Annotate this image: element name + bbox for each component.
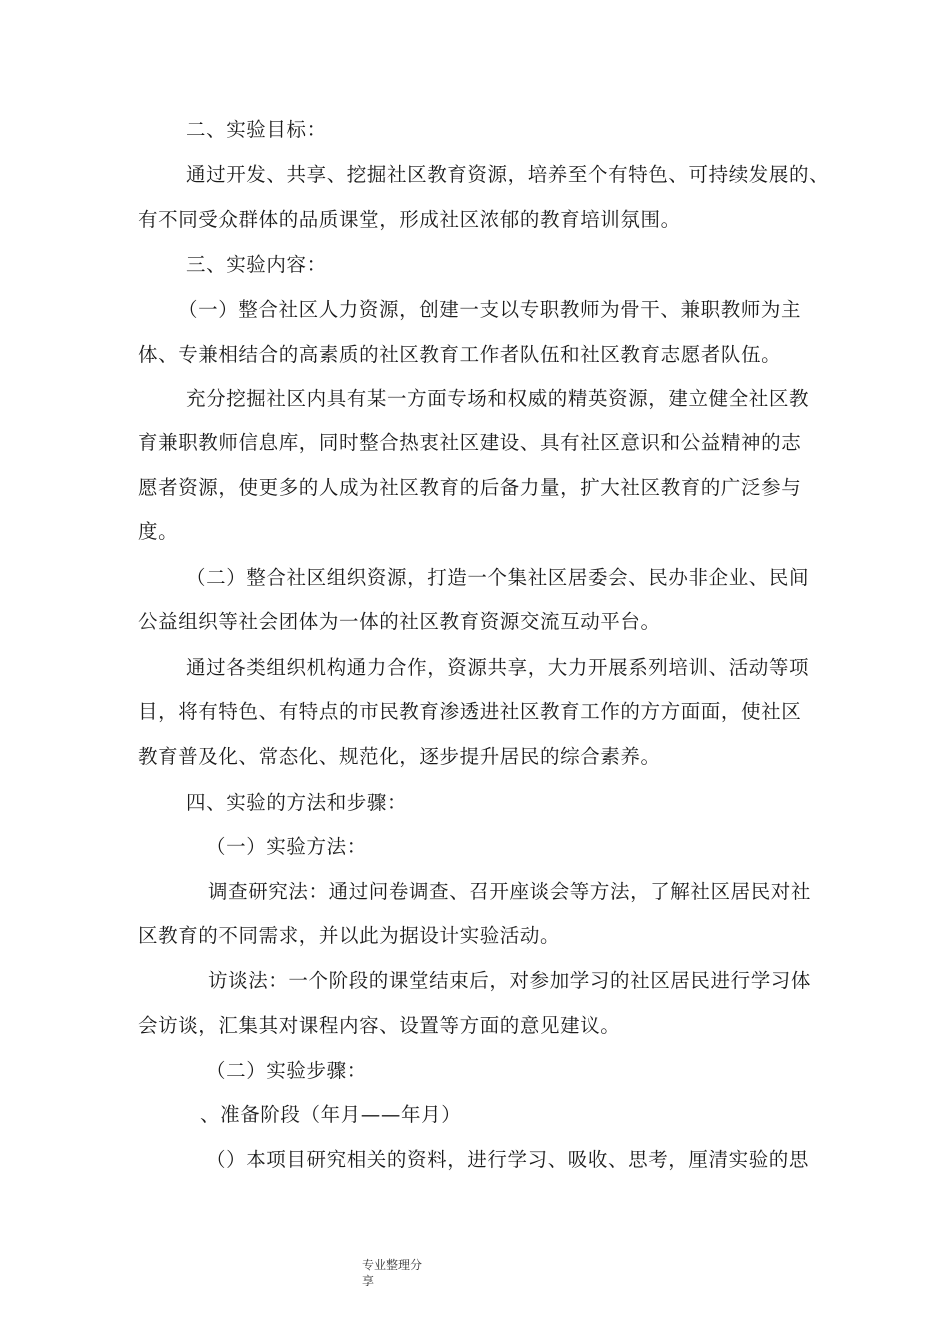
subheading-steps: （二）实验步骤： [206,1059,367,1082]
paragraph-line: 体、专兼相结合的高素质的社区教育工作者队伍和社区教育志愿者队伍。 [138,343,782,366]
paragraph-line: 调查研究法：通过问卷调查、召开座谈会等方法，了解社区居民对社 [208,880,812,903]
paragraph-line: 通过开发、共享、挖掘社区教育资源，培养至个有特色、可持续发展的、 [186,163,830,186]
paragraph-line: 访谈法：一个阶段的课堂结束后，对参加学习的社区居民进行学习体 [208,969,812,992]
paragraph-line: 通过各类组织机构通力合作，资源共享，大力开展系列培训、活动等项 [186,656,810,679]
paragraph-line: 愿者资源，使更多的人成为社区教育的后备力量，扩大社区教育的广泛参与 [138,476,802,499]
paragraph-line: 育兼职教师信息库，同时整合热衷社区建设、具有社区意识和公益精神的志 [138,431,802,454]
paragraph-line: 区教育的不同需求，并以此为据设计实验活动。 [138,924,561,947]
paragraph-line: 度。 [138,520,179,543]
footer-line: 专业整理分 [362,1258,423,1272]
subheading-methods: （一）实验方法： [206,835,367,858]
paragraph-line: 有不同受众群体的品质课堂，形成社区浓郁的教育培训氛围。 [138,208,681,231]
paragraph-line: （一）整合社区人力资源，创建一支以专职教师为骨干、兼职教师为主 [178,298,802,321]
heading-content: 三、实验内容： [186,253,327,276]
paragraph-line: （）本项目研究相关的资料，进行学习、吸收、思考，厘清实验的思 [206,1148,810,1171]
paragraph-line: （二）整合社区组织资源，打造一个集社区居委会、民办非企业、民间 [186,566,810,589]
paragraph-line: 、准备阶段（年月——年月） [200,1103,462,1126]
paragraph-line: 教育普及化、常态化、规范化，逐步提升居民的综合素养。 [138,745,661,768]
paragraph-line: 公益组织等社会团体为一体的社区教育资源交流互动平台。 [138,610,661,633]
paragraph-line: 会访谈，汇集其对课程内容、设置等方面的意见建议。 [138,1014,621,1037]
footer-line: 享 [362,1274,375,1288]
heading-methods: 四、实验的方法和步骤： [186,791,408,814]
heading-goals: 二、实验目标： [186,118,327,141]
paragraph-line: 充分挖掘社区内具有某一方面专场和权威的精英资源，建立健全社区教 [186,387,810,410]
paragraph-line: 目，将有特色、有特点的市民教育渗透进社区教育工作的方方面面，使社区 [138,700,802,723]
